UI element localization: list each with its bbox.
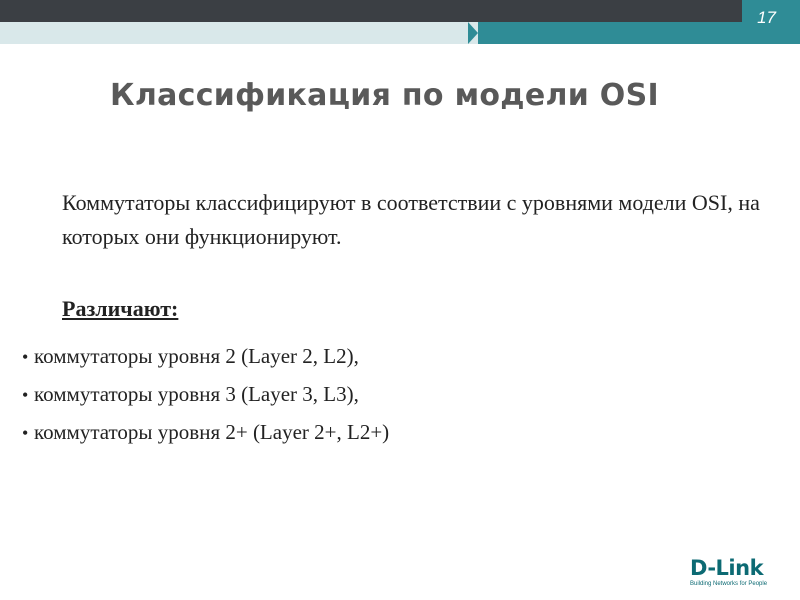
header-band-dark [0,0,800,22]
slide-title: Классификация по модели OSI [110,78,659,113]
list-item [22,338,389,376]
intro-paragraph: Коммутаторы классифицируют в соответствии с уровнями модели OSI, на которых они функционируют. [62,190,760,249]
list-item [22,414,389,452]
list-item-text: коммутаторы уровня 2 (Layer 2, L2), [34,344,359,368]
slide-number: 17 [757,8,776,27]
list-item-text: коммутаторы уровня 3 (Layer 3, L3), [34,382,359,406]
bullet-icon: • [22,347,29,367]
distinguish-label: Различают: [62,296,179,321]
dlink-logo [686,558,786,588]
list-item [22,376,389,414]
logo-wordmark: D-Link [690,556,764,580]
bullet-icon: • [22,423,29,443]
list-item-text: коммутаторы уровня 2+ (Layer 2+, L2+) [34,420,390,444]
bullet-icon: • [22,385,29,405]
header-band [0,0,800,44]
logo-tagline: Building Networks for People [690,581,768,587]
switch-types-list [22,338,389,452]
